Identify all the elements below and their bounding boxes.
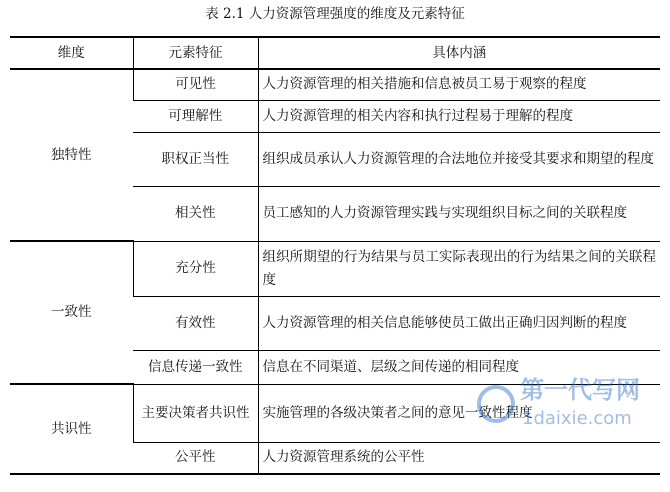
meaning-cell: 实施管理的各级决策者之间的意见一致性程度: [258, 384, 660, 442]
element-cell: 可见性: [133, 69, 258, 100]
meaning-cell: 信息在不同渠道、层级之间传递的相同程度: [258, 350, 660, 384]
table-row: [10, 384, 660, 442]
element-cell: 相关性: [133, 186, 258, 241]
element-cell: 主要决策者共识性: [133, 384, 258, 442]
meaning-cell: 人力资源管理的相关内容和执行过程易于理解的程度: [258, 100, 660, 132]
table-row: [10, 241, 660, 296]
dimension-cell: 一致性: [10, 241, 133, 384]
table-row: [10, 69, 660, 100]
dimension-cell: 共识性: [10, 384, 133, 474]
table-header-row: [10, 37, 660, 69]
meaning-cell: 组织所期望的行为结果与员工实际表现出的行为结果之间的关联程度: [258, 241, 660, 296]
element-cell: 信息传递一致性: [133, 350, 258, 384]
watermark-url: 1daixie.com: [522, 408, 632, 429]
header-dimension: 维度: [10, 37, 133, 69]
header-meaning: 具体内涵: [258, 37, 660, 69]
table-caption: 表 2.1 人力资源管理强度的维度及元素特征: [205, 6, 465, 22]
dimension-cell: 独特性: [10, 69, 133, 241]
element-cell: 充分性: [133, 241, 258, 296]
watermark-title: 第一代写网: [520, 376, 640, 404]
meaning-cell: 员工感知的人力资源管理实践与实现组织目标之间的关联程度: [258, 186, 660, 241]
meaning-cell: 人力资源管理系统的公平性: [258, 442, 660, 474]
meaning-cell: 组织成员承认人力资源管理的合法地位并接受其要求和期望的程度: [258, 132, 660, 186]
element-cell: 可理解性: [133, 100, 258, 132]
header-element: 元素特征: [133, 37, 258, 69]
element-cell: 公平性: [133, 442, 258, 474]
meaning-cell: 人力资源管理的相关信息能够使员工做出正确归因判断的程度: [258, 296, 660, 350]
element-cell: 有效性: [133, 296, 258, 350]
meaning-cell: 人力资源管理的相关措施和信息被员工易于观察的程度: [258, 69, 660, 100]
element-cell: 职权正当性: [133, 132, 258, 186]
hr-strength-table: [10, 36, 660, 475]
